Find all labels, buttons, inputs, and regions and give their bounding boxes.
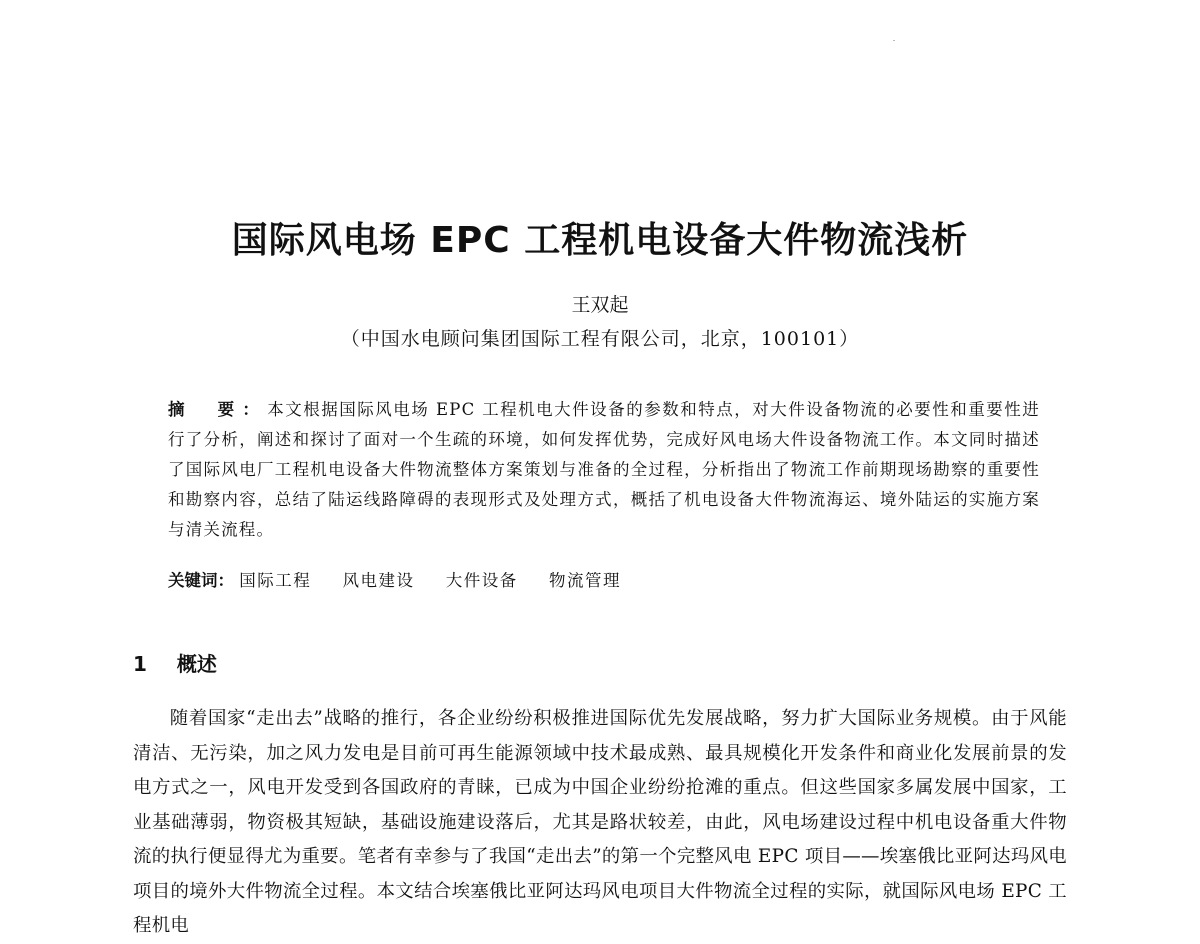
section-number: 1 — [133, 652, 147, 676]
abstract — [168, 395, 1040, 545]
abstract-text: 本文根据国际风电场 EPC 工程机电大件设备的参数和特点，对大件设备物流的必要性和重要性进行了分析，阐述和探讨了面对一个生疏的环境，如何发挥优势，完成好风电场大件设备物流工作。本文同时描述了国际风电厂工程机电设备大件物流整体方案策划与准备的全过程，分析指出了物流工作前期现场勘察的重要性和勘察内容，总结了陆运线路障碍的表现形式及处理方式，概括了机电设备大件物流海运、境外陆运的实施方案与清关流程。 — [168, 400, 1041, 539]
abstract-label: 摘 要： — [168, 400, 268, 419]
scan-speck — [893, 40, 895, 41]
keywords — [168, 566, 1040, 596]
author-name: 王双起 — [571, 294, 629, 316]
section-title: 概述 — [176, 652, 217, 676]
keyword-item: 国际工程 — [239, 571, 312, 590]
keyword-item: 风电建设 — [342, 571, 415, 590]
keywords-label: 关键词： — [168, 571, 234, 590]
author-affiliation: （中国水电顾问集团国际工程有限公司，北京，100101） — [340, 328, 860, 350]
section-heading — [133, 648, 217, 677]
keyword-item: 大件设备 — [445, 571, 518, 590]
paper-title: 国际风电场 EPC 工程机电设备大件物流浅析 — [231, 220, 969, 261]
keyword-item: 物流管理 — [549, 571, 621, 590]
body-paragraph: 随着国家“走出去”战略的推行，各企业纷纷积极推进国际优先发展战略，努力扩大国际业务规模。由于风能清洁、无污染，加之风力发电是目前可再生能源领域中技术最成熟、最具规模化开发条件和商业化发展前景的发电方式之一，风电开发受到各国政府的青睐，已成为中国企业纷纷抢滩的重点。但这些国家多属发展中国家，工业基础薄弱，物资极其短缺，基础设施建设落后，尤其是路状较差，由此，风电场建设过程中机电设备重大件物流的执行便显得尤为重要。笔者有幸参与了我国“走出去”的第一个完整风电 EPC 项目——埃塞俄比亚阿达玛风电项目的境外大件物流全过程。本文结合埃塞俄比亚阿达玛风电项目大件物流全过程的实际，就国际风电场 EPC 工程机电 — [133, 708, 1067, 936]
